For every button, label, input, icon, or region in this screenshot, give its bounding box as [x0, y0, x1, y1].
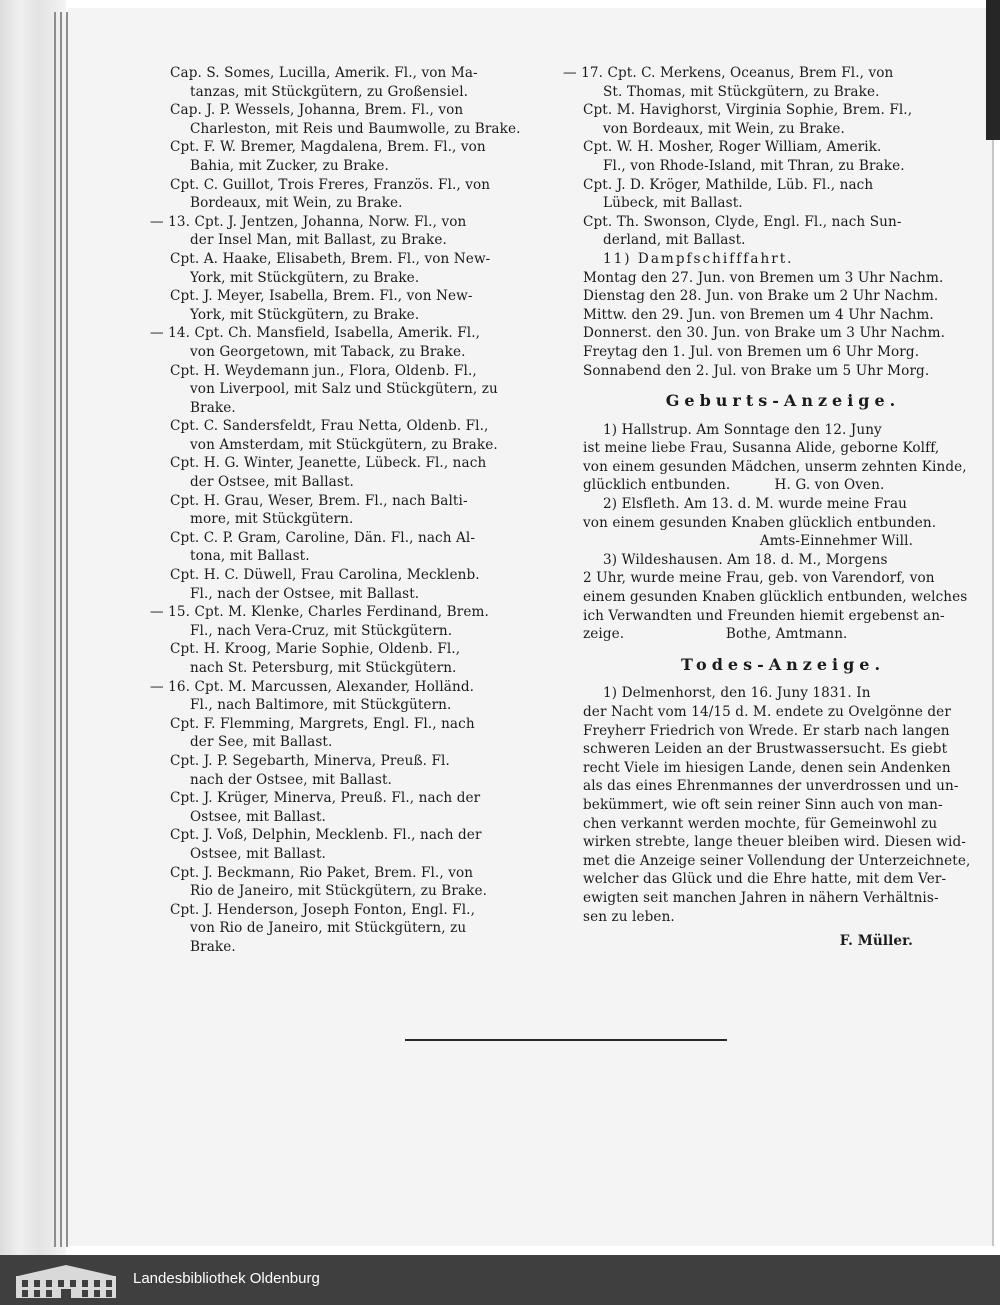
text-line: sen zu leben. — [583, 908, 675, 925]
text-line: Brake. — [190, 938, 236, 955]
text-line: zeige. Bothe, Amtmann. — [583, 626, 848, 643]
text-line: Cpt. H. Weydemann jun., Flora, Oldenb. Fl., — [170, 362, 477, 379]
ship-arrival-entry — [170, 287, 568, 324]
text-line: bekümmert, wie oft sein reiner Sinn auch von man- — [583, 796, 943, 813]
text-line: Freyherr Friedrich von Wrede. Er starb nach langen — [583, 722, 950, 739]
library-name: Landesbibliothek Oldenburg — [133, 1270, 320, 1287]
ship-arrival-entry — [170, 138, 568, 175]
ship-arrival-entry — [170, 789, 568, 826]
death-signature: F. Müller. — [839, 933, 913, 950]
death-announcement — [583, 684, 983, 926]
ship-arrival-entry — [170, 566, 568, 603]
steamship-departure: Montag den 27. Jun. von Bremen um 3 Uhr Nachm. — [583, 269, 944, 286]
text-line: von einem gesunden Knaben glücklich entbunden. — [583, 514, 937, 531]
text-line: nach der Ostsee, mit Ballast. — [190, 771, 392, 788]
text-line: Cpt. J. P. Segebarth, Minerva, Preuß. Fl. — [170, 752, 450, 769]
text-line: Fl., nach Vera-Cruz, mit Stückgütern. — [190, 622, 453, 639]
text-line: ewigten seit manchen Jahren in nähern Verhältnis- — [583, 889, 939, 906]
text-line: Cpt. J. Beckmann, Rio Paket, Brem. Fl., von — [170, 864, 474, 881]
text-line: Brake. — [190, 399, 236, 416]
text-line: more, mit Stückgütern. — [190, 511, 354, 528]
ship-arrival-entry — [170, 901, 568, 957]
steamship-heading: 11) Dampfschifffahrt. — [603, 250, 794, 267]
text-line: Cpt. F. Flemming, Margrets, Engl. Fl., nach — [170, 715, 475, 732]
ship-arrival-entry — [170, 176, 568, 213]
text-line: Cpt. Th. Swonson, Clyde, Engl. Fl., nach Sun- — [583, 213, 902, 230]
text-line: 3) Wildeshausen. Am 18. d. M., Morgens — [603, 551, 888, 568]
text-line: Lübeck, mit Ballast. — [603, 195, 743, 212]
steamship-departure: Mittw. den 29. Jun. von Bremen um 4 Uhr Nachm. — [583, 306, 934, 323]
scan-margin-right — [986, 0, 1000, 140]
ship-arrival-entry — [170, 362, 568, 418]
section-divider — [405, 1039, 727, 1041]
text-line: Ostsee, mit Ballast. — [190, 845, 326, 862]
ship-arrival-entry — [170, 417, 568, 454]
ship-arrival-entry — [563, 64, 983, 101]
text-line: York, mit Stückgütern, zu Brake. — [190, 306, 420, 323]
text-line: tanzas, mit Stückgütern, zu Großensiel. — [190, 83, 469, 100]
text-line: Cpt. A. Haake, Elisabeth, Brem. Fl., von New- — [170, 250, 491, 267]
text-line: — 16. Cpt. M. Marcussen, Alexander, Holländ. — [150, 678, 475, 695]
ship-arrival-entry — [170, 864, 568, 901]
text-line: Fl., von Rhode-Island, mit Thran, zu Brake. — [603, 157, 905, 174]
text-line: Cpt. H. Grau, Weser, Brem. Fl., nach Balti- — [170, 492, 468, 509]
text-line: der Nacht vom 14/15 d. M. endete zu Ovelgönne der — [583, 704, 951, 720]
left-column-ship-arrivals — [150, 64, 568, 957]
text-line: von einem gesunden Mädchen, unserm zehnten Kinde, — [583, 458, 967, 475]
text-line: 2 Uhr, wurde meine Frau, geb. von Varendorf, von — [583, 570, 935, 587]
text-line: Cpt. H. G. Winter, Jeanette, Lübeck. Fl., nach — [170, 455, 487, 472]
text-line: 1) Hallstrup. Am Sonntage den 12. Juny — [603, 421, 882, 438]
ship-arrival-entry — [150, 213, 568, 250]
text-line: von Georgetown, mit Taback, zu Brake. — [190, 343, 466, 360]
ship-arrival-entry — [170, 64, 568, 101]
text-line: Cap. S. Somes, Lucilla, Amerik. Fl., von Ma- — [170, 65, 478, 81]
text-line: Cpt. J. D. Kröger, Mathilde, Lüb. Fl., nach — [583, 176, 874, 193]
text-line: Cpt. J. Henderson, Joseph Fonton, Engl. Fl., — [170, 901, 475, 918]
text-line: York, mit Stückgütern, zu Brake. — [190, 269, 420, 286]
text-line: — 17. Cpt. C. Merkens, Oceanus, Brem Fl., von — [563, 65, 894, 81]
text-line: chen verkannt werden mochte, für Gemeinwohl zu — [583, 815, 938, 832]
text-line: ist meine liebe Frau, Susanna Alide, geborne Kolff, — [583, 440, 940, 457]
ship-arrival-entry — [583, 138, 983, 175]
text-line: Rio de Janeiro, mit Stückgütern, zu Brake. — [190, 883, 488, 900]
birth-announcements — [583, 421, 983, 644]
ship-arrival-entry — [170, 101, 568, 138]
library-building-icon — [8, 1262, 124, 1300]
text-line: von Liverpool, mit Salz und Stückgütern, zu — [190, 381, 498, 398]
ship-arrival-entry — [583, 176, 983, 213]
birth-announcement — [583, 551, 983, 644]
steamship-departure: Sonnabend den 2. Jul. von Brake um 5 Uhr Morg. — [583, 362, 930, 379]
text-line: Cpt. J. Meyer, Isabella, Brem. Fl., von New- — [170, 288, 473, 305]
page-edge — [54, 12, 56, 1247]
text-line: 2) Elsfleth. Am 13. d. M. wurde meine Frau — [603, 496, 908, 513]
text-line: Charleston, mit Reis und Baumwolle, zu Brake. — [190, 120, 521, 137]
text-line: Cpt. W. H. Mosher, Roger William, Amerik. — [583, 139, 882, 156]
ship-arrival-entry — [583, 101, 983, 138]
death-announcements-title: Todes-Anzeige. — [680, 654, 886, 674]
ship-arrival-entry — [170, 454, 568, 491]
text-line: als das eines Ehrenmannes der unverdrossen und un- — [583, 778, 959, 795]
text-line: Cpt. H. Kroog, Marie Sophie, Oldenb. Fl., — [170, 641, 461, 658]
text-line: schweren Leiden an der Brustwassersucht. Es giebt — [583, 741, 948, 758]
birth-announcement — [583, 421, 983, 495]
ship-arrival-entry — [170, 826, 568, 863]
text-line: nach St. Petersburg, mit Stückgütern. — [190, 660, 457, 676]
text-line: Fl., nach der Ostsee, mit Ballast. — [190, 585, 420, 602]
text-line: welcher das Glück und die Ehre hatte, mit dem Ver- — [583, 871, 947, 888]
ship-arrival-entry — [583, 213, 983, 250]
text-line: der Ostsee, mit Ballast. — [190, 474, 354, 491]
text-line: Cap. J. P. Wessels, Johanna, Brem. Fl., von — [170, 102, 464, 119]
steamship-schedule — [583, 269, 983, 381]
ship-arrival-entry — [150, 603, 568, 640]
text-line: der See, mit Ballast. — [190, 734, 333, 751]
text-line: Cpt. H. C. Düwell, Frau Carolina, Mecklenb. — [170, 567, 480, 584]
ship-arrival-entry — [170, 250, 568, 287]
scan-margin-left — [0, 0, 66, 1255]
text-line: — 14. Cpt. Ch. Mansfield, Isabella, Amerik. Fl., — [150, 325, 481, 342]
text-line: Fl., nach Baltimore, mit Stückgütern. — [190, 697, 452, 714]
text-line: Cpt. C. Sandersfeldt, Frau Netta, Oldenb. Fl., — [170, 418, 489, 435]
text-line: Ostsee, mit Ballast. — [190, 808, 326, 825]
text-line: Bordeaux, mit Wein, zu Brake. — [190, 195, 403, 212]
text-line: Cpt. M. Havighorst, Virginia Sophie, Brem. Fl., — [583, 102, 913, 119]
text-line: wirken strebte, lange theuer bleiben wird. Diesen wid- — [583, 834, 966, 851]
ship-arrival-entry — [170, 640, 568, 677]
ship-arrival-entry — [150, 324, 568, 361]
text-line: recht Viele im hiesigen Lande, denen sein Andenken — [583, 759, 951, 776]
text-line: von Bordeaux, mit Wein, zu Brake. — [603, 120, 845, 137]
text-line: von Amsterdam, mit Stückgütern, zu Brake. — [190, 436, 498, 453]
birth-announcement — [583, 495, 983, 551]
steamship-departure: Freytag den 1. Jul. von Bremen um 6 Uhr Morg. — [583, 343, 920, 360]
text-line: ich Verwandten und Freunden hiemit ergebenst an- — [583, 607, 945, 624]
text-line: einem gesunden Knaben glücklich entbunden, welches — [583, 589, 968, 606]
text-line: glücklich entbunden. H. G. von Oven. — [583, 477, 885, 494]
text-line: 1) Delmenhorst, den 16. Juny 1831. In — [603, 685, 871, 702]
text-line: von Rio de Janeiro, mit Stückgütern, zu — [190, 920, 467, 937]
text-line: der Insel Man, mit Ballast, zu Brake. — [190, 232, 447, 249]
ship-arrival-entry — [170, 752, 568, 789]
ship-arrival-entry — [150, 678, 568, 715]
ship-arrivals-continued — [563, 64, 983, 250]
text-line: tona, mit Ballast. — [190, 548, 310, 565]
text-line: Cpt. C. P. Gram, Caroline, Dän. Fl., nach Al- — [170, 529, 476, 546]
text-line: St. Thomas, mit Stückgütern, zu Brake. — [603, 83, 880, 100]
steamship-departure: Dienstag den 28. Jun. von Brake um 2 Uhr Nachm. — [583, 288, 939, 305]
ship-arrival-entry — [170, 715, 568, 752]
ship-arrival-entry — [170, 492, 568, 529]
text-line: Cpt. J. Voß, Delphin, Mecklenb. Fl., nach der — [170, 827, 482, 844]
ship-arrival-entry — [170, 529, 568, 566]
text-line: derland, mit Ballast. — [603, 232, 746, 249]
steamship-departure: Donnerst. den 30. Jun. von Brake um 3 Uhr Nachm. — [583, 325, 946, 342]
text-line: Cpt. F. W. Bremer, Magdalena, Brem. Fl., von — [170, 139, 486, 156]
announcement-signature: Amts-Einnehmer Will. — [759, 533, 913, 550]
text-line: — 13. Cpt. J. Jentzen, Johanna, Norw. Fl., von — [150, 213, 467, 230]
text-line: Cpt. J. Krüger, Minerva, Preuß. Fl., nach der — [170, 790, 481, 807]
page-edge — [60, 12, 62, 1247]
text-line: Bahia, mit Zucker, zu Brake. — [190, 157, 389, 174]
right-column — [563, 64, 983, 951]
birth-announcements-title: Geburts-Anzeige. — [665, 391, 901, 411]
text-line: met die Anzeige seiner Vollendung der Unterzeichnete, — [583, 852, 971, 869]
text-line: — 15. Cpt. M. Klenke, Charles Ferdinand, Brem. — [150, 604, 489, 621]
text-line: Cpt. C. Guillot, Trois Freres, Französ. Fl., von — [170, 176, 491, 193]
